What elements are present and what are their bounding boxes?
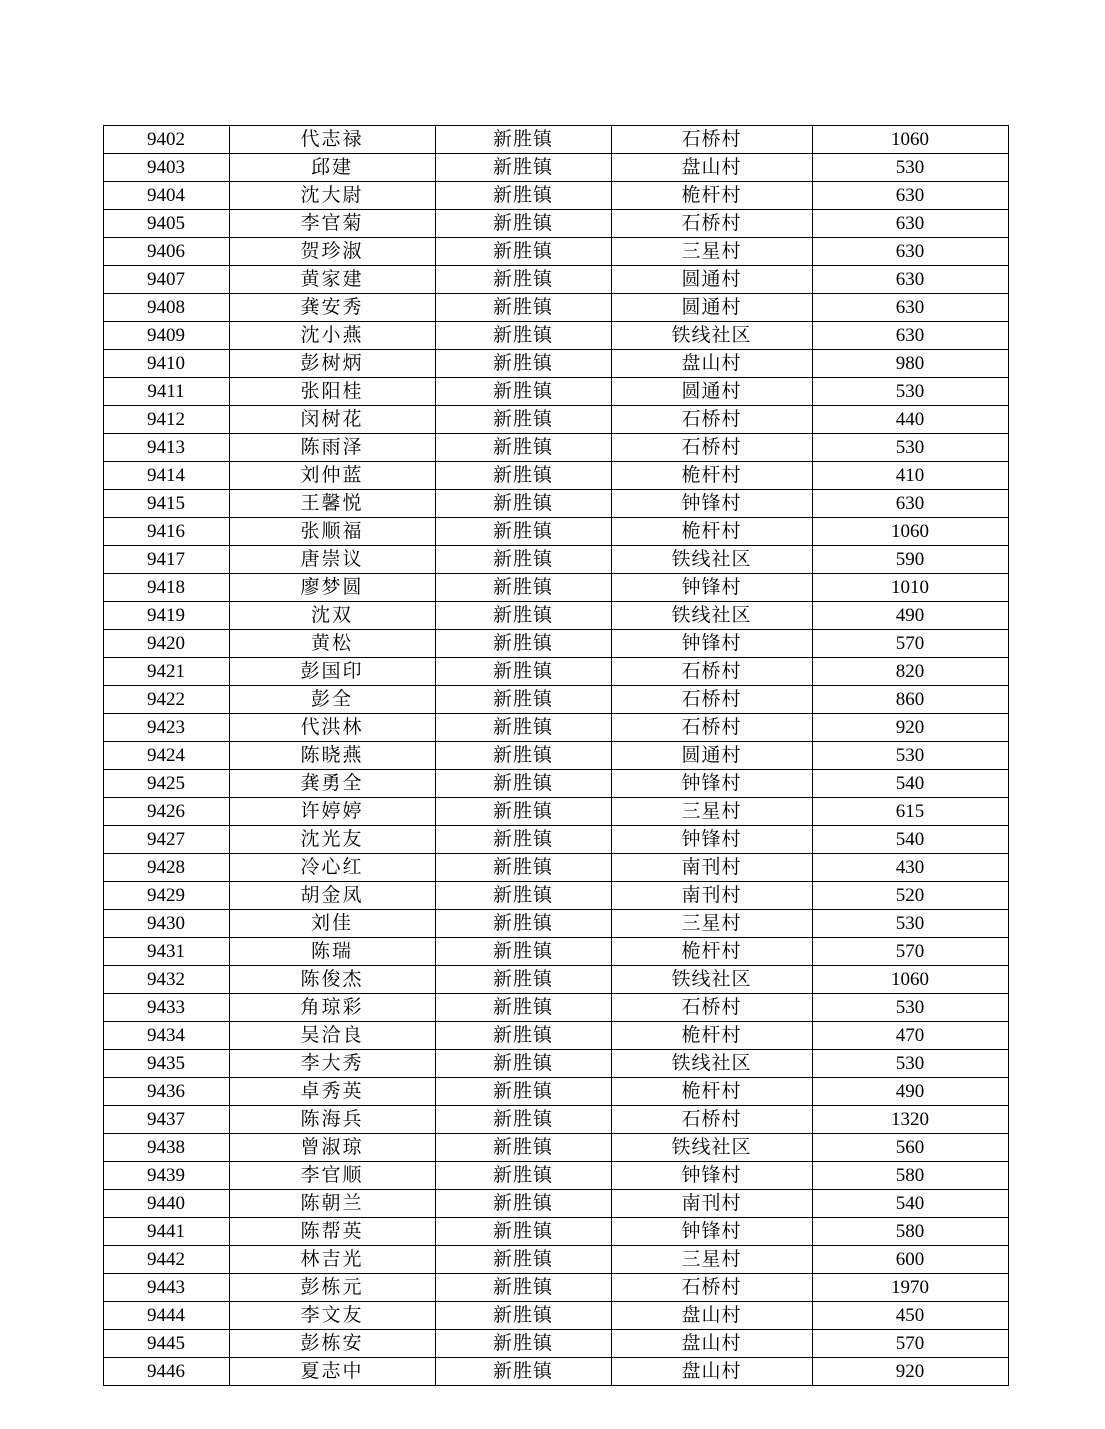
table-row (103, 630, 1008, 658)
cell-id: 9411 (103, 378, 229, 406)
cell-name: 李官顺 (229, 1162, 435, 1190)
cell-name: 许婷婷 (229, 798, 435, 826)
cell-village: 桅杆村 (611, 182, 812, 210)
cell-town: 新胜镇 (435, 1218, 611, 1246)
cell-town: 新胜镇 (435, 1302, 611, 1330)
cell-name: 邱建 (229, 154, 435, 182)
table-row (103, 966, 1008, 994)
cell-name: 夏志中 (229, 1358, 435, 1386)
cell-amount: 600 (812, 1246, 1008, 1274)
cell-name: 李大秀 (229, 1050, 435, 1078)
cell-amount: 530 (812, 154, 1008, 182)
cell-name: 沈大尉 (229, 182, 435, 210)
table-row (103, 854, 1008, 882)
cell-name: 王馨悦 (229, 490, 435, 518)
cell-name: 沈光友 (229, 826, 435, 854)
table-row (103, 490, 1008, 518)
cell-amount: 920 (812, 714, 1008, 742)
cell-name: 陈海兵 (229, 1106, 435, 1134)
cell-town: 新胜镇 (435, 742, 611, 770)
cell-village: 南刊村 (611, 882, 812, 910)
cell-name: 林吉光 (229, 1246, 435, 1274)
cell-amount: 630 (812, 182, 1008, 210)
table-row (103, 1274, 1008, 1302)
cell-town: 新胜镇 (435, 574, 611, 602)
cell-village: 钟锋村 (611, 826, 812, 854)
cell-amount: 450 (812, 1302, 1008, 1330)
cell-town: 新胜镇 (435, 602, 611, 630)
cell-town: 新胜镇 (435, 1274, 611, 1302)
table-row (103, 1050, 1008, 1078)
cell-amount: 820 (812, 658, 1008, 686)
table-row (103, 994, 1008, 1022)
cell-town: 新胜镇 (435, 994, 611, 1022)
cell-town: 新胜镇 (435, 1246, 611, 1274)
cell-name: 陈帮英 (229, 1218, 435, 1246)
cell-town: 新胜镇 (435, 294, 611, 322)
cell-name: 代洪林 (229, 714, 435, 742)
cell-amount: 630 (812, 322, 1008, 350)
cell-id: 9408 (103, 294, 229, 322)
cell-town: 新胜镇 (435, 826, 611, 854)
cell-id: 9409 (103, 322, 229, 350)
cell-town: 新胜镇 (435, 658, 611, 686)
cell-id: 9418 (103, 574, 229, 602)
cell-village: 钟锋村 (611, 490, 812, 518)
cell-village: 南刊村 (611, 854, 812, 882)
cell-name: 陈朝兰 (229, 1190, 435, 1218)
table-row (103, 798, 1008, 826)
cell-town: 新胜镇 (435, 1106, 611, 1134)
cell-id: 9445 (103, 1330, 229, 1358)
cell-village: 盘山村 (611, 350, 812, 378)
cell-name: 黄家建 (229, 266, 435, 294)
cell-name: 李文友 (229, 1302, 435, 1330)
cell-amount: 630 (812, 238, 1008, 266)
cell-village: 石桥村 (611, 434, 812, 462)
cell-town: 新胜镇 (435, 1022, 611, 1050)
cell-id: 9427 (103, 826, 229, 854)
cell-village: 圆通村 (611, 266, 812, 294)
cell-amount: 630 (812, 210, 1008, 238)
table-row (103, 602, 1008, 630)
cell-id: 9426 (103, 798, 229, 826)
cell-id: 9423 (103, 714, 229, 742)
cell-amount: 1060 (812, 126, 1008, 154)
table-row (103, 518, 1008, 546)
table-row (103, 546, 1008, 574)
cell-amount: 520 (812, 882, 1008, 910)
cell-name: 曾淑琼 (229, 1134, 435, 1162)
cell-village: 三星村 (611, 798, 812, 826)
cell-town: 新胜镇 (435, 266, 611, 294)
cell-name: 角琼彩 (229, 994, 435, 1022)
table-row (103, 1302, 1008, 1330)
cell-amount: 530 (812, 742, 1008, 770)
table-row (103, 1022, 1008, 1050)
cell-amount: 530 (812, 910, 1008, 938)
cell-town: 新胜镇 (435, 1358, 611, 1386)
cell-amount: 615 (812, 798, 1008, 826)
cell-amount: 530 (812, 434, 1008, 462)
cell-town: 新胜镇 (435, 378, 611, 406)
cell-name: 彭栋安 (229, 1330, 435, 1358)
cell-name: 李官菊 (229, 210, 435, 238)
cell-amount: 1060 (812, 518, 1008, 546)
cell-id: 9428 (103, 854, 229, 882)
cell-id: 9437 (103, 1106, 229, 1134)
cell-town: 新胜镇 (435, 546, 611, 574)
cell-id: 9432 (103, 966, 229, 994)
cell-id: 9446 (103, 1358, 229, 1386)
table-row (103, 266, 1008, 294)
cell-town: 新胜镇 (435, 966, 611, 994)
cell-town: 新胜镇 (435, 910, 611, 938)
cell-amount: 1060 (812, 966, 1008, 994)
table-row (103, 1134, 1008, 1162)
cell-amount: 570 (812, 938, 1008, 966)
cell-name: 贺珍淑 (229, 238, 435, 266)
cell-name: 陈俊杰 (229, 966, 435, 994)
cell-village: 盘山村 (611, 1358, 812, 1386)
cell-town: 新胜镇 (435, 238, 611, 266)
cell-town: 新胜镇 (435, 434, 611, 462)
cell-town: 新胜镇 (435, 798, 611, 826)
table-row (103, 322, 1008, 350)
cell-village: 圆通村 (611, 742, 812, 770)
table-row (103, 1330, 1008, 1358)
cell-id: 9422 (103, 686, 229, 714)
cell-id: 9420 (103, 630, 229, 658)
table-row (103, 126, 1008, 154)
cell-name: 龚安秀 (229, 294, 435, 322)
cell-id: 9429 (103, 882, 229, 910)
cell-id: 9435 (103, 1050, 229, 1078)
table-row (103, 350, 1008, 378)
cell-village: 石桥村 (611, 1274, 812, 1302)
cell-village: 钟锋村 (611, 574, 812, 602)
cell-town: 新胜镇 (435, 1078, 611, 1106)
table-row (103, 826, 1008, 854)
cell-name: 彭树炳 (229, 350, 435, 378)
cell-amount: 540 (812, 826, 1008, 854)
table-row (103, 574, 1008, 602)
cell-amount: 570 (812, 1330, 1008, 1358)
cell-village: 铁线社区 (611, 546, 812, 574)
cell-village: 桅杆村 (611, 1078, 812, 1106)
cell-id: 9417 (103, 546, 229, 574)
cell-town: 新胜镇 (435, 490, 611, 518)
table-row (103, 686, 1008, 714)
cell-id: 9402 (103, 126, 229, 154)
cell-village: 钟锋村 (611, 1218, 812, 1246)
cell-amount: 410 (812, 462, 1008, 490)
cell-amount: 570 (812, 630, 1008, 658)
cell-town: 新胜镇 (435, 1134, 611, 1162)
cell-id: 9406 (103, 238, 229, 266)
cell-village: 石桥村 (611, 658, 812, 686)
cell-name: 张阳桂 (229, 378, 435, 406)
table-row (103, 1078, 1008, 1106)
cell-name: 闵树花 (229, 406, 435, 434)
cell-amount: 1320 (812, 1106, 1008, 1134)
cell-village: 铁线社区 (611, 966, 812, 994)
table-row (103, 238, 1008, 266)
cell-town: 新胜镇 (435, 350, 611, 378)
cell-amount: 1010 (812, 574, 1008, 602)
cell-id: 9440 (103, 1190, 229, 1218)
cell-id: 9405 (103, 210, 229, 238)
cell-id: 9415 (103, 490, 229, 518)
cell-town: 新胜镇 (435, 518, 611, 546)
cell-village: 石桥村 (611, 686, 812, 714)
cell-id: 9430 (103, 910, 229, 938)
cell-village: 石桥村 (611, 126, 812, 154)
cell-id: 9434 (103, 1022, 229, 1050)
cell-id: 9441 (103, 1218, 229, 1246)
cell-name: 陈雨泽 (229, 434, 435, 462)
cell-town: 新胜镇 (435, 1190, 611, 1218)
cell-town: 新胜镇 (435, 938, 611, 966)
cell-village: 桅杆村 (611, 1022, 812, 1050)
cell-village: 三星村 (611, 238, 812, 266)
cell-amount: 580 (812, 1218, 1008, 1246)
cell-amount: 590 (812, 546, 1008, 574)
cell-id: 9424 (103, 742, 229, 770)
cell-id: 9443 (103, 1274, 229, 1302)
cell-amount: 490 (812, 602, 1008, 630)
table-row (103, 1218, 1008, 1246)
cell-town: 新胜镇 (435, 714, 611, 742)
cell-id: 9413 (103, 434, 229, 462)
cell-town: 新胜镇 (435, 154, 611, 182)
cell-name: 龚勇全 (229, 770, 435, 798)
cell-village: 圆通村 (611, 378, 812, 406)
cell-village: 桅杆村 (611, 462, 812, 490)
cell-amount: 530 (812, 994, 1008, 1022)
cell-town: 新胜镇 (435, 882, 611, 910)
cell-name: 彭全 (229, 686, 435, 714)
cell-village: 圆通村 (611, 294, 812, 322)
table-row (103, 210, 1008, 238)
table-row (103, 770, 1008, 798)
table-row (103, 406, 1008, 434)
table-row (103, 742, 1008, 770)
table-row (103, 1106, 1008, 1134)
cell-village: 石桥村 (611, 1106, 812, 1134)
cell-name: 刘仲蓝 (229, 462, 435, 490)
table-row (103, 1162, 1008, 1190)
cell-name: 冷心红 (229, 854, 435, 882)
table-row (103, 434, 1008, 462)
table-row (103, 658, 1008, 686)
cell-id: 9436 (103, 1078, 229, 1106)
table-container (103, 125, 1003, 1386)
cell-id: 9419 (103, 602, 229, 630)
cell-id: 9439 (103, 1162, 229, 1190)
cell-village: 石桥村 (611, 714, 812, 742)
cell-village: 铁线社区 (611, 1050, 812, 1078)
cell-town: 新胜镇 (435, 1330, 611, 1358)
cell-town: 新胜镇 (435, 1050, 611, 1078)
cell-id: 9407 (103, 266, 229, 294)
cell-amount: 430 (812, 854, 1008, 882)
cell-amount: 560 (812, 1134, 1008, 1162)
cell-town: 新胜镇 (435, 686, 611, 714)
table-row (103, 294, 1008, 322)
cell-name: 胡金凤 (229, 882, 435, 910)
cell-name: 彭栋元 (229, 1274, 435, 1302)
table-row (103, 938, 1008, 966)
cell-amount: 470 (812, 1022, 1008, 1050)
cell-id: 9438 (103, 1134, 229, 1162)
cell-amount: 540 (812, 770, 1008, 798)
cell-name: 沈小燕 (229, 322, 435, 350)
cell-amount: 630 (812, 490, 1008, 518)
cell-name: 卓秀英 (229, 1078, 435, 1106)
cell-id: 9433 (103, 994, 229, 1022)
cell-name: 刘佳 (229, 910, 435, 938)
cell-town: 新胜镇 (435, 770, 611, 798)
cell-name: 彭国印 (229, 658, 435, 686)
cell-village: 石桥村 (611, 994, 812, 1022)
cell-amount: 920 (812, 1358, 1008, 1386)
cell-name: 吴洽良 (229, 1022, 435, 1050)
cell-name: 张顺福 (229, 518, 435, 546)
cell-id: 9421 (103, 658, 229, 686)
cell-id: 9412 (103, 406, 229, 434)
cell-amount: 530 (812, 1050, 1008, 1078)
cell-name: 陈晓燕 (229, 742, 435, 770)
cell-name: 陈瑞 (229, 938, 435, 966)
cell-amount: 580 (812, 1162, 1008, 1190)
cell-id: 9425 (103, 770, 229, 798)
table-row (103, 1246, 1008, 1274)
table-row (103, 714, 1008, 742)
cell-town: 新胜镇 (435, 406, 611, 434)
table-row (103, 462, 1008, 490)
table-body (103, 126, 1008, 1386)
cell-amount: 980 (812, 350, 1008, 378)
cell-id: 9444 (103, 1302, 229, 1330)
table-row (103, 1190, 1008, 1218)
table-row (103, 378, 1008, 406)
subsidy-recipients-table (103, 125, 1009, 1386)
cell-village: 石桥村 (611, 210, 812, 238)
cell-town: 新胜镇 (435, 182, 611, 210)
cell-town: 新胜镇 (435, 1162, 611, 1190)
cell-town: 新胜镇 (435, 210, 611, 238)
cell-town: 新胜镇 (435, 630, 611, 658)
cell-name: 唐崇议 (229, 546, 435, 574)
cell-village: 盘山村 (611, 1302, 812, 1330)
cell-amount: 630 (812, 294, 1008, 322)
cell-village: 铁线社区 (611, 1134, 812, 1162)
cell-village: 三星村 (611, 1246, 812, 1274)
cell-village: 盘山村 (611, 1330, 812, 1358)
cell-village: 钟锋村 (611, 630, 812, 658)
cell-village: 铁线社区 (611, 322, 812, 350)
cell-village: 钟锋村 (611, 1162, 812, 1190)
cell-village: 盘山村 (611, 154, 812, 182)
cell-id: 9414 (103, 462, 229, 490)
cell-amount: 490 (812, 1078, 1008, 1106)
cell-name: 黄松 (229, 630, 435, 658)
table-row (103, 154, 1008, 182)
cell-amount: 860 (812, 686, 1008, 714)
cell-id: 9442 (103, 1246, 229, 1274)
table-row (103, 910, 1008, 938)
cell-amount: 630 (812, 266, 1008, 294)
cell-town: 新胜镇 (435, 322, 611, 350)
cell-town: 新胜镇 (435, 126, 611, 154)
cell-village: 桅杆村 (611, 938, 812, 966)
cell-id: 9416 (103, 518, 229, 546)
table-row (103, 182, 1008, 210)
table-row (103, 1358, 1008, 1386)
cell-id: 9431 (103, 938, 229, 966)
cell-amount: 440 (812, 406, 1008, 434)
cell-village: 铁线社区 (611, 602, 812, 630)
cell-name: 沈双 (229, 602, 435, 630)
cell-village: 南刊村 (611, 1190, 812, 1218)
cell-id: 9404 (103, 182, 229, 210)
cell-village: 石桥村 (611, 406, 812, 434)
cell-amount: 540 (812, 1190, 1008, 1218)
cell-amount: 530 (812, 378, 1008, 406)
table-row (103, 882, 1008, 910)
cell-village: 三星村 (611, 910, 812, 938)
cell-id: 9410 (103, 350, 229, 378)
cell-id: 9403 (103, 154, 229, 182)
cell-village: 桅杆村 (611, 518, 812, 546)
cell-name: 廖梦圆 (229, 574, 435, 602)
cell-town: 新胜镇 (435, 854, 611, 882)
cell-town: 新胜镇 (435, 462, 611, 490)
cell-name: 代志禄 (229, 126, 435, 154)
cell-village: 钟锋村 (611, 770, 812, 798)
cell-amount: 1970 (812, 1274, 1008, 1302)
